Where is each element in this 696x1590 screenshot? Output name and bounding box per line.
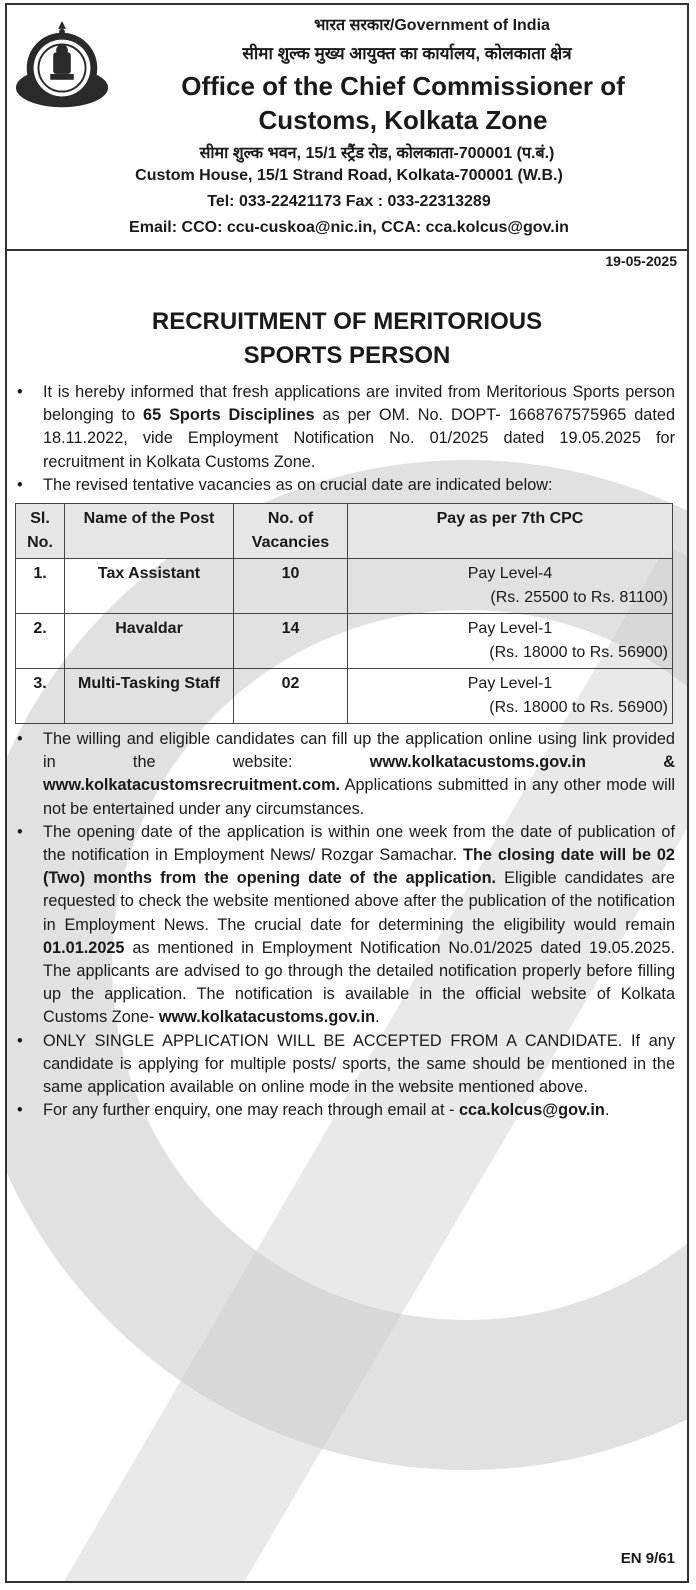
office-title — [117, 69, 689, 137]
cell-post: Multi-Tasking Staff — [65, 669, 234, 724]
notice-title-line1: RECRUITMENT OF MERITORIOUS — [151, 308, 543, 335]
footer-code: EN 9/61 — [620, 1550, 675, 1567]
bullet-icon: • — [17, 822, 23, 841]
pay-range: (Rs. 18000 to Rs. 56900) — [489, 699, 668, 717]
address: Custom House, 15/1 Strand Road, Kolkata-700001 (W.B.) — [135, 167, 563, 184]
website-link[interactable]: www.kolkatacustoms.gov.in — [158, 1008, 376, 1027]
bullet-icon: • — [17, 1031, 23, 1050]
cell-post: Havaldar — [65, 614, 234, 669]
bullet-paragraph — [15, 474, 675, 497]
para-bold: 65 Sports Disciplines — [143, 406, 315, 425]
para-text: The willing and eligible candidates can fill up the application online using link provided in the website: — [43, 730, 675, 772]
cell-vacancies: 10 — [234, 559, 348, 614]
notice-title — [7, 265, 687, 373]
col-header: Pay as per 7th CPC — [348, 504, 673, 559]
para-text: . — [604, 1101, 610, 1120]
cell-vacancies: 02 — [234, 669, 348, 724]
cell-sl: 1. — [16, 559, 65, 614]
table-row — [16, 669, 673, 724]
table-row — [16, 614, 673, 669]
bullet-icon: • — [17, 1101, 23, 1120]
cell-sl: 3. — [16, 669, 65, 724]
bullet-paragraph — [15, 728, 675, 821]
pay-level: Pay Level-1 — [467, 675, 553, 693]
notice-title-line2: SPORTS PERSON — [243, 342, 451, 369]
notice-page — [5, 3, 689, 1583]
pay-range: (Rs. 25500 to Rs. 81100) — [490, 589, 668, 607]
para-text: Applications submitted in any other mode will not be entertained under any circumstances. — [43, 776, 675, 818]
col-header: Sl. No. — [16, 504, 65, 559]
govt-of-india-line: भारत सरकार/Government of India — [314, 17, 550, 34]
col-header: Name of the Post — [65, 504, 234, 559]
header-divider — [7, 249, 687, 251]
cell-pay — [348, 669, 673, 724]
notice-date: 19-05-2025 — [605, 253, 677, 269]
para-text: If any candidate is applying for multiple posts/ sports, the same should be mentioned in the same application available on online mode in the website mentioned above. — [43, 1031, 675, 1097]
enquiry-email-link[interactable]: cca.kolcus@gov.in — [458, 1101, 605, 1120]
address-hindi: सीमा शुल्क भवन, 15/1 स्ट्रैंड रोड, कोलकाता-700001 (प.बं.) — [199, 145, 555, 162]
notice-body-continued — [7, 728, 687, 1122]
website-links[interactable]: www.kolkatacustoms.gov.in & www.kolkatacustomsrecruitment.com. — [43, 753, 675, 795]
cell-pay — [348, 559, 673, 614]
para-bold: The closing date will be 02 (Two) months from the opening date of the application. — [43, 846, 675, 888]
pay-level: Pay Level-1 — [467, 620, 553, 638]
bullet-icon: • — [17, 475, 23, 494]
para-text: It is hereby informed that fresh applications are invited from Meritorious Sports person belonging to — [43, 383, 675, 425]
bullet-icon: • — [17, 730, 23, 749]
col-header: No. of Vacancies — [234, 504, 348, 559]
pay-range: (Rs. 18000 to Rs. 56900) — [489, 644, 668, 662]
para-text: For any further enquiry, one may reach through email at - — [43, 1101, 459, 1120]
para-text: . — [375, 1008, 380, 1027]
table-header-row — [16, 504, 673, 559]
office-hindi-line: सीमा शुल्क मुख्य आयुक्त का कार्यालय, कोलकाता क्षेत्र — [242, 44, 572, 63]
bullet-paragraph — [15, 1030, 675, 1100]
crucial-date: 01.01.2025 — [43, 938, 125, 957]
para-text: as per OM. No. DOPT- 1668767575965 dated 18.11.2022, vide Employment Notification No. 01/2025 dated 19.05.2025 for recruitment in Kolkata Customs Zone. — [43, 406, 675, 471]
bullet-paragraph — [15, 381, 675, 474]
para-text: ONLY SINGLE APPLICATION WILL BE ACCEPTED FROM A CANDIDATE. — [43, 1031, 623, 1050]
cell-vacancies: 14 — [234, 614, 348, 669]
pay-level: Pay Level-4 — [467, 565, 553, 583]
customs-emblem-icon — [13, 17, 111, 121]
bullet-icon: • — [17, 383, 23, 401]
para-text: The opening date of the application is within one week from the date of publication of the notification in Employment News/ Rozgar Samachar. — [43, 822, 675, 865]
para-text: Eligible candidates are requested to check the website mentioned above after the publication of the notification in Employment News. The crucial date for determining the eligibility would remain — [43, 869, 675, 934]
office-title-line2: Customs, Kolkata Zone — [258, 105, 548, 135]
cell-post: Tax Assistant — [65, 559, 234, 614]
para-text: as mentioned in Employment Notification No.01/2025 dated 19.05.2025. The applicants are advised to go through the detailed notification properly before filling up the application. The notification is available in the official website of Kolkata Customs Zone- — [43, 938, 675, 1027]
bullet-paragraph — [15, 821, 675, 1030]
tel-fax: Tel: 033-22421173 Fax : 033-22313289 — [207, 193, 491, 210]
cell-sl: 2. — [16, 614, 65, 669]
office-title-line1: Office of the Chief Commissioner of — [181, 71, 625, 101]
bullet-paragraph — [15, 1099, 675, 1122]
table-row — [16, 559, 673, 614]
letterhead — [7, 5, 687, 269]
cell-pay — [348, 614, 673, 669]
email-line: Email: CCO: ccu-cuskoa@nic.in, CCA: cca.kolcus@gov.in — [129, 219, 569, 236]
notice-body — [7, 381, 687, 497]
para-text: The revised tentative vacancies as on crucial date are indicated below: — [43, 475, 553, 494]
vacancy-table — [15, 503, 673, 724]
